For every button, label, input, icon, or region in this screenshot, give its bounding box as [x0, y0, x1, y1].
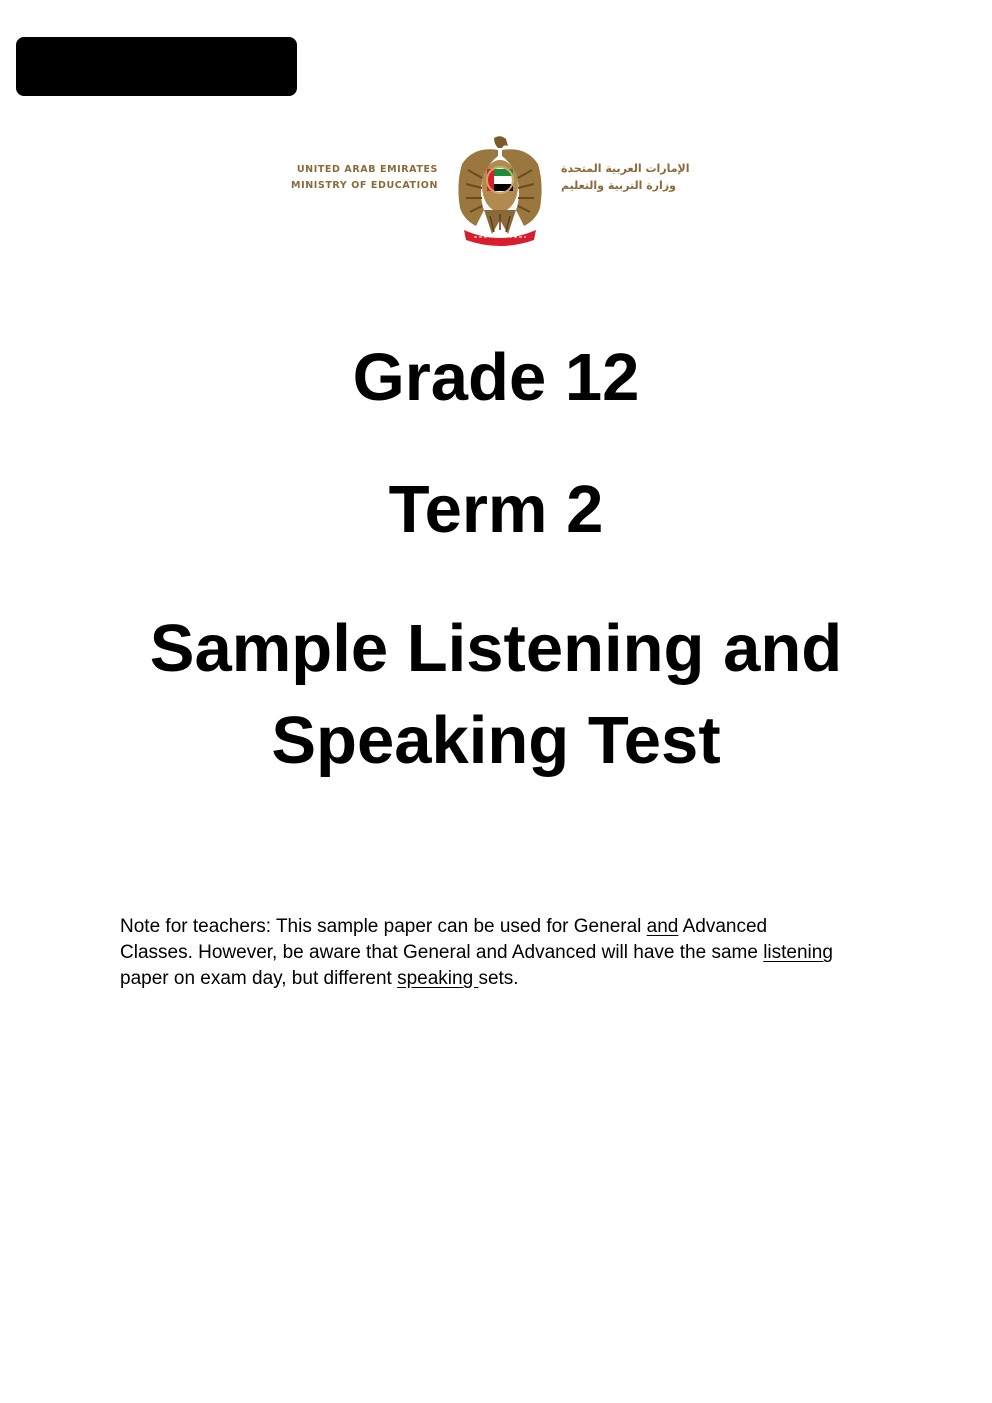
redaction-box: [16, 37, 297, 96]
logo-arabic-text: [561, 160, 711, 194]
test-title-line1: Sample Listening and: [149, 611, 843, 686]
note-text-1: Note for teachers: This sample paper can be used for General: [120, 916, 647, 937]
logo-arabic-line2: وزارة التربية والتعليم: [561, 179, 676, 192]
logo-arabic-line1: الإمارات العربية المتحدة: [561, 162, 690, 175]
teacher-note: [120, 914, 840, 992]
logo-english-line2: MINISTRY OF EDUCATION: [291, 180, 438, 191]
test-title: [0, 603, 992, 787]
term-title: Term 2: [388, 472, 604, 547]
note-text-3: paper on exam day, but different: [120, 968, 398, 989]
note-text-2: Advanced Classes. However, be aware that General and Advanced will have the same: [120, 916, 768, 963]
test-title-line2: Speaking Test: [271, 703, 721, 778]
note-underline-and: and: [646, 916, 679, 937]
note-underline-listening: listening: [763, 942, 833, 963]
grade-title: Grade 12: [352, 340, 640, 415]
logo-english-line1: UNITED ARAB EMIRATES: [296, 164, 438, 175]
note-text-4: sets.: [478, 968, 519, 989]
note-underline-speaking: speaking: [397, 968, 479, 989]
logo-english-text: [286, 162, 438, 194]
ministry-logo: [286, 134, 716, 246]
uae-falcon-emblem-icon: [454, 134, 546, 246]
